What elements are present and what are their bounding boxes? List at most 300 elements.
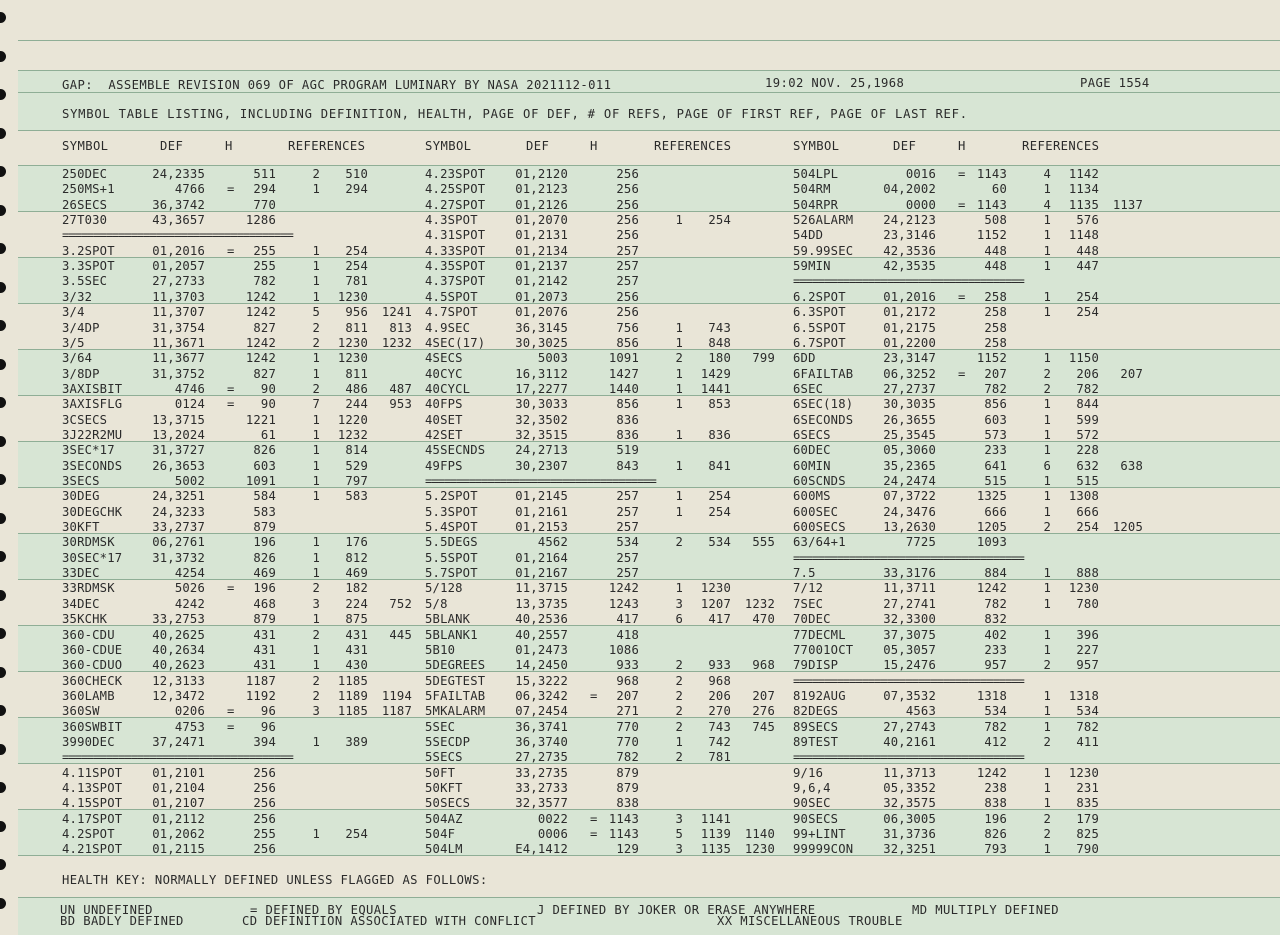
definition-page: 255 <box>253 259 276 274</box>
first-reference-page: 632 <box>1076 458 1099 473</box>
symbol-row <box>793 735 1155 750</box>
symbol-name: 6SEC <box>793 381 824 396</box>
definition-page: 508 <box>984 213 1007 228</box>
health-key-xx: XX MISCELLANEOUS TROUBLE <box>717 914 903 928</box>
symbol-name: 26SECS <box>62 197 108 212</box>
symbol-row <box>425 428 787 443</box>
symbol-definition: 42,3535 <box>883 259 936 274</box>
symbol-definition: 13,3715 <box>152 412 205 427</box>
first-reference-page: 814 <box>345 443 368 458</box>
reference-count: 1 <box>1043 351 1051 366</box>
definition-page: 1242 <box>976 765 1007 780</box>
symbol-definition: 01,2076 <box>515 305 568 320</box>
definition-page: 1243 <box>608 596 639 611</box>
symbol-row <box>793 228 1155 243</box>
symbol-row <box>425 305 787 320</box>
symbol-definition: 33,2733 <box>515 781 568 795</box>
symbol-row <box>62 643 424 658</box>
reference-count: 2 <box>675 704 683 719</box>
first-reference-page: 417 <box>708 612 731 627</box>
symbol-row <box>793 459 1155 474</box>
definition-page: 1242 <box>976 581 1007 596</box>
symbol-definition: 01,2131 <box>515 228 568 243</box>
symbol-name: 9,6,4 <box>793 781 831 795</box>
symbol-name: 5.3SPOT <box>425 504 478 519</box>
reference-count: 1 <box>1043 412 1051 427</box>
definition-page: 256 <box>616 228 639 243</box>
symbol-name: 4.2SPOT <box>62 827 115 842</box>
feed-hole <box>0 705 6 716</box>
definition-page: 603 <box>253 458 276 473</box>
definition-page: 96 <box>260 719 276 734</box>
reference-count: 1 <box>675 320 683 335</box>
symbol-row <box>62 735 424 750</box>
symbol-row <box>62 489 424 504</box>
symbol-row <box>425 505 787 520</box>
symbol-definition: 31,3732 <box>152 550 205 565</box>
symbol-definition: 0000 <box>905 197 936 212</box>
reference-count: 1 <box>312 259 320 274</box>
reference-count: 2 <box>312 673 320 688</box>
symbol-name: 5.7SPOT <box>425 566 478 581</box>
symbol-definition: 07,3532 <box>883 688 936 703</box>
reference-count: 2 <box>312 335 320 350</box>
reference-count: 2 <box>675 351 683 366</box>
symbol-definition: 0022 <box>537 811 568 826</box>
symbol-name: 4.33SPOT <box>425 243 486 258</box>
definition-page: 207 <box>616 688 639 703</box>
symbol-name: 8192AUG <box>793 688 846 703</box>
symbol-definition: 7725 <box>905 535 936 550</box>
symbol-name: 89TEST <box>793 734 839 749</box>
symbol-row <box>425 351 787 366</box>
reference-count: 5 <box>312 305 320 320</box>
definition-page: 1143 <box>608 811 639 826</box>
symbol-row <box>793 597 1155 612</box>
definition-page: 1242 <box>245 289 276 304</box>
symbol-name: 5/128 <box>425 581 463 596</box>
definition-page: 827 <box>253 320 276 335</box>
symbol-name: 3/5 <box>62 335 85 350</box>
reference-count: 1 <box>312 535 320 550</box>
symbol-definition: 11,3713 <box>883 765 936 780</box>
symbol-definition: 24,2713 <box>515 443 568 458</box>
symbol-definition: 05,3060 <box>883 443 936 458</box>
symbol-definition: 0206 <box>174 704 205 719</box>
symbol-definition: 13,2630 <box>883 520 936 535</box>
col-header-def: DEF <box>893 139 917 153</box>
reference-count: 1 <box>312 474 320 488</box>
symbol-definition: 4562 <box>537 535 568 550</box>
symbol-definition: 12,3472 <box>152 688 205 703</box>
first-reference-page: 1230 <box>337 289 368 304</box>
symbol-name: 30RDMSK <box>62 535 115 550</box>
symbol-definition: 15,2476 <box>883 658 936 673</box>
first-reference-page: 782 <box>1076 719 1099 734</box>
symbol-name: 4.15SPOT <box>62 796 123 811</box>
symbol-definition: 30,3033 <box>515 397 568 412</box>
symbol-definition: 23,3146 <box>883 228 936 243</box>
reference-count: 1 <box>1043 781 1051 795</box>
symbol-definition: 01,2200 <box>883 335 936 350</box>
symbol-row <box>62 367 424 382</box>
symbol-name: 3AXISFLG <box>62 397 123 412</box>
symbol-definition: 4242 <box>174 596 205 611</box>
definition-page: 770 <box>616 719 639 734</box>
reference-count: 1 <box>1043 842 1051 857</box>
symbol-name: 4SECS <box>425 351 463 366</box>
first-reference-page: 411 <box>1076 734 1099 749</box>
symbol-name: 5SECS <box>425 750 463 765</box>
first-reference-page: 1142 <box>1068 167 1099 181</box>
first-reference-page: 224 <box>345 596 368 611</box>
symbol-definition: 32,3515 <box>515 427 568 442</box>
symbol-definition: 17,2277 <box>515 381 568 396</box>
definition-page: 856 <box>616 335 639 350</box>
first-reference-page: 179 <box>1076 811 1099 826</box>
first-reference-page: 1232 <box>337 427 368 442</box>
symbol-definition: 0016 <box>905 167 936 181</box>
definition-page: 641 <box>984 458 1007 473</box>
reference-count: 6 <box>1043 458 1051 473</box>
symbol-row <box>62 612 424 627</box>
symbol-row <box>62 274 424 289</box>
reference-count: 1 <box>1043 642 1051 657</box>
symbol-row <box>793 213 1155 228</box>
symbol-definition: 24,3476 <box>883 504 936 519</box>
symbol-name: 3.5SEC <box>62 274 108 289</box>
reference-count: 2 <box>1043 366 1051 381</box>
definition-page: 879 <box>616 781 639 795</box>
symbol-row <box>793 244 1155 259</box>
definition-page: 60 <box>991 182 1007 197</box>
symbol-definition: 31,3752 <box>152 366 205 381</box>
definition-page: 258 <box>984 305 1007 320</box>
symbol-definition: 36,3145 <box>515 320 568 335</box>
definition-page: 838 <box>616 796 639 811</box>
last-reference-page: 207 <box>1120 366 1143 381</box>
section-separator: ===================================== <box>793 274 1024 289</box>
reference-count: 1 <box>675 335 683 350</box>
definition-page: 603 <box>984 412 1007 427</box>
definition-page: 257 <box>616 259 639 274</box>
definition-page: 1427 <box>608 366 639 381</box>
symbol-name: 4.7SPOT <box>425 305 478 320</box>
symbol-name: 3/8DP <box>62 366 100 381</box>
symbol-name: 3AXISBIT <box>62 381 123 396</box>
symbol-row <box>793 182 1155 197</box>
symbol-row <box>793 612 1155 627</box>
symbol-row <box>62 259 424 274</box>
first-reference-page: 270 <box>708 704 731 719</box>
first-reference-page: 1134 <box>1068 182 1099 197</box>
symbol-row <box>62 443 424 458</box>
last-reference-page: 1187 <box>381 704 412 719</box>
last-reference-page: 487 <box>389 381 412 396</box>
symbol-row <box>425 459 787 474</box>
definition-page: 257 <box>616 550 639 565</box>
col-header-references: REFERENCES <box>288 139 366 153</box>
definition-page: 402 <box>984 627 1007 642</box>
reference-count: 3 <box>675 811 683 826</box>
last-reference-page: 1241 <box>381 305 412 320</box>
definition-page: 61 <box>260 427 276 442</box>
symbol-name: 42SET <box>425 427 463 442</box>
symbol-row <box>793 367 1155 382</box>
symbol-definition: 32,3575 <box>883 796 936 811</box>
symbol-name: 49FPS <box>425 458 463 473</box>
symbol-health: = <box>227 381 235 396</box>
definition-page: 258 <box>984 320 1007 335</box>
symbol-row <box>793 489 1155 504</box>
symbol-definition: 01,2172 <box>883 305 936 320</box>
definition-page: 90 <box>260 381 276 396</box>
symbol-name: 6FAILTAB <box>793 366 854 381</box>
symbol-name: 9/16 <box>793 765 824 780</box>
symbol-row <box>793 443 1155 458</box>
section-separator: ===================================== <box>62 228 293 243</box>
symbol-name: 59.99SEC <box>793 243 854 258</box>
reference-count: 2 <box>675 750 683 765</box>
symbol-row <box>793 520 1155 535</box>
definition-page: 1086 <box>608 642 639 657</box>
definition-page: 534 <box>984 704 1007 719</box>
definition-page: 257 <box>616 489 639 504</box>
symbol-row <box>425 628 787 643</box>
symbol-row <box>62 566 424 581</box>
first-reference-page: 1441 <box>700 381 731 396</box>
symbol-definition: 06,2761 <box>152 535 205 550</box>
first-reference-page: 206 <box>1076 366 1099 381</box>
symbol-row <box>62 827 424 842</box>
symbol-row <box>425 489 787 504</box>
definition-page: 826 <box>253 443 276 458</box>
symbol-name: 360-CDUE <box>62 642 123 657</box>
first-reference-page: 790 <box>1076 842 1099 857</box>
first-reference-page: 781 <box>345 274 368 289</box>
symbol-definition: 27,2741 <box>883 596 936 611</box>
symbol-row <box>425 827 787 842</box>
symbol-row <box>62 597 424 612</box>
last-reference-page: 1194 <box>381 688 412 703</box>
first-reference-page: 1429 <box>700 366 731 381</box>
reference-count: 2 <box>1043 811 1051 826</box>
symbol-name: 54DD <box>793 228 824 243</box>
symbol-definition: 25,3545 <box>883 427 936 442</box>
symbol-health: = <box>958 366 966 381</box>
symbol-row <box>425 443 787 458</box>
definition-page: 256 <box>616 182 639 197</box>
symbol-definition: 40,2557 <box>515 627 568 642</box>
last-reference-page: 445 <box>389 627 412 642</box>
symbol-name: 5DEGTEST <box>425 673 486 688</box>
symbol-name: 77DECML <box>793 627 846 642</box>
first-reference-page: 254 <box>708 489 731 504</box>
definition-page: 1325 <box>976 489 1007 504</box>
reference-count: 2 <box>1043 734 1051 749</box>
first-reference-page: 782 <box>1076 381 1099 396</box>
reference-count: 1 <box>312 443 320 458</box>
definition-page: 412 <box>984 734 1007 749</box>
reference-count: 4 <box>1043 167 1051 181</box>
feed-hole <box>0 667 6 678</box>
health-key-j: J DEFINED BY JOKER OR ERASE ANYWHERE <box>537 903 816 917</box>
reference-count: 1 <box>312 182 320 197</box>
symbol-definition: 36,3740 <box>515 734 568 749</box>
first-reference-page: 1318 <box>1068 688 1099 703</box>
reference-count: 1 <box>312 489 320 504</box>
symbol-name: 4SEC(17) <box>425 335 486 350</box>
first-reference-page: 228 <box>1076 443 1099 458</box>
reference-count: 1 <box>675 734 683 749</box>
symbol-definition: 01,2112 <box>152 811 205 826</box>
symbol-row <box>425 597 787 612</box>
health-key-title: HEALTH KEY: NORMALLY DEFINED UNLESS FLAGGED AS FOLLOWS: <box>62 873 488 887</box>
health-key-md: MD MULTIPLY DEFINED <box>912 903 1060 917</box>
definition-page: 1205 <box>976 520 1007 535</box>
definition-page: 957 <box>984 658 1007 673</box>
symbol-definition: 11,3715 <box>515 581 568 596</box>
definition-page: 256 <box>253 781 276 795</box>
symbol-definition: 14,2450 <box>515 658 568 673</box>
reference-count: 1 <box>1043 504 1051 519</box>
symbol-definition: 01,2142 <box>515 274 568 289</box>
symbol-definition: 01,2115 <box>152 842 205 857</box>
symbol-name: 5B10 <box>425 642 456 657</box>
symbol-row <box>425 274 787 289</box>
feed-hole <box>0 590 6 601</box>
symbol-row <box>793 766 1155 781</box>
definition-page: 1091 <box>608 351 639 366</box>
reference-count: 1 <box>1043 566 1051 581</box>
reference-count: 1 <box>312 827 320 842</box>
definition-page: 1318 <box>976 688 1007 703</box>
symbol-health: = <box>227 243 235 258</box>
symbol-definition: 30,2307 <box>515 458 568 473</box>
health-key-un: UN UNDEFINED <box>60 903 153 917</box>
feed-hole <box>0 128 6 139</box>
symbol-definition: 11,3711 <box>883 581 936 596</box>
symbol-row <box>425 535 787 550</box>
first-reference-page: 825 <box>1076 827 1099 842</box>
symbol-definition: 5026 <box>174 581 205 596</box>
symbol-name: 4.13SPOT <box>62 781 123 795</box>
symbol-row <box>425 321 787 336</box>
reference-count: 1 <box>1043 627 1051 642</box>
definition-page: 96 <box>260 704 276 719</box>
symbol-definition: 01,2057 <box>152 259 205 274</box>
definition-page: 856 <box>984 397 1007 412</box>
symbol-name: 45SECNDS <box>425 443 486 458</box>
symbol-definition: 01,2161 <box>515 504 568 519</box>
first-reference-page: 1185 <box>337 673 368 688</box>
definition-page: 196 <box>984 811 1007 826</box>
symbol-name: 60DEC <box>793 443 831 458</box>
definition-page: 1242 <box>245 305 276 320</box>
first-reference-page: 294 <box>345 182 368 197</box>
feed-hole <box>0 51 6 62</box>
symbol-name: 33DEC <box>62 566 100 581</box>
page-number: PAGE 1554 <box>1080 76 1150 90</box>
symbol-name: 360SWBIT <box>62 719 123 734</box>
symbol-name: 3/32 <box>62 289 93 304</box>
symbol-definition: 37,3075 <box>883 627 936 642</box>
col-header-health: H <box>225 139 233 153</box>
symbol-name: 7SEC <box>793 596 824 611</box>
first-reference-page: 231 <box>1076 781 1099 795</box>
reference-count: 2 <box>312 381 320 396</box>
symbol-row <box>62 213 424 228</box>
definition-page: 1242 <box>608 581 639 596</box>
symbol-name: 30SEC*17 <box>62 550 123 565</box>
definition-page: 233 <box>984 443 1007 458</box>
symbol-row <box>793 689 1155 704</box>
reference-count: 2 <box>312 627 320 642</box>
definition-page: 468 <box>253 596 276 611</box>
symbol-row <box>62 520 424 535</box>
definition-page: 256 <box>616 289 639 304</box>
definition-page: 1242 <box>245 335 276 350</box>
symbol-definition: 27,2735 <box>515 750 568 765</box>
feed-hole <box>0 513 6 524</box>
reference-count: 2 <box>312 581 320 596</box>
last-reference-page: 1232 <box>381 335 412 350</box>
definition-page: 1152 <box>976 228 1007 243</box>
definition-page: 583 <box>253 504 276 519</box>
first-reference-page: 1139 <box>700 827 731 842</box>
symbol-name: 7.5 <box>793 566 816 581</box>
definition-page: 394 <box>253 734 276 749</box>
symbol-definition: 40,2634 <box>152 642 205 657</box>
definition-page: 255 <box>253 243 276 258</box>
symbol-definition: 40,2161 <box>883 734 936 749</box>
definition-page: 431 <box>253 658 276 673</box>
definition-page: 257 <box>616 520 639 535</box>
first-reference-page: 576 <box>1076 213 1099 228</box>
symbol-name: 360-CDUO <box>62 658 123 673</box>
symbol-row <box>425 842 787 857</box>
symbol-name: 79DISP <box>793 658 839 673</box>
symbol-row <box>793 167 1155 182</box>
first-reference-page: 431 <box>345 627 368 642</box>
symbol-row <box>62 674 424 689</box>
symbol-name: 40CYCL <box>425 381 471 396</box>
symbol-row <box>62 382 424 397</box>
reference-count: 2 <box>312 320 320 335</box>
first-reference-page: 811 <box>345 366 368 381</box>
symbol-name: 504LPL <box>793 167 839 181</box>
definition-page: 256 <box>616 305 639 320</box>
first-reference-page: 841 <box>708 458 731 473</box>
first-reference-page: 1135 <box>700 842 731 857</box>
symbol-definition: 01,2473 <box>515 642 568 657</box>
symbol-definition: 01,2120 <box>515 167 568 181</box>
reference-count: 1 <box>675 489 683 504</box>
symbol-row <box>793 198 1155 213</box>
symbol-name: 89SECS <box>793 719 839 734</box>
first-reference-page: 244 <box>345 397 368 412</box>
definition-page: 1192 <box>245 688 276 703</box>
symbol-row <box>62 198 424 213</box>
symbol-name: 6.7SPOT <box>793 335 846 350</box>
reference-count: 1 <box>1043 182 1051 197</box>
symbol-name: 4.23SPOT <box>425 167 486 181</box>
definition-page: 1286 <box>245 213 276 228</box>
symbol-name: 600SEC <box>793 504 839 519</box>
definition-page: 666 <box>984 504 1007 519</box>
definition-page: 843 <box>616 458 639 473</box>
symbol-definition: 33,2753 <box>152 612 205 627</box>
